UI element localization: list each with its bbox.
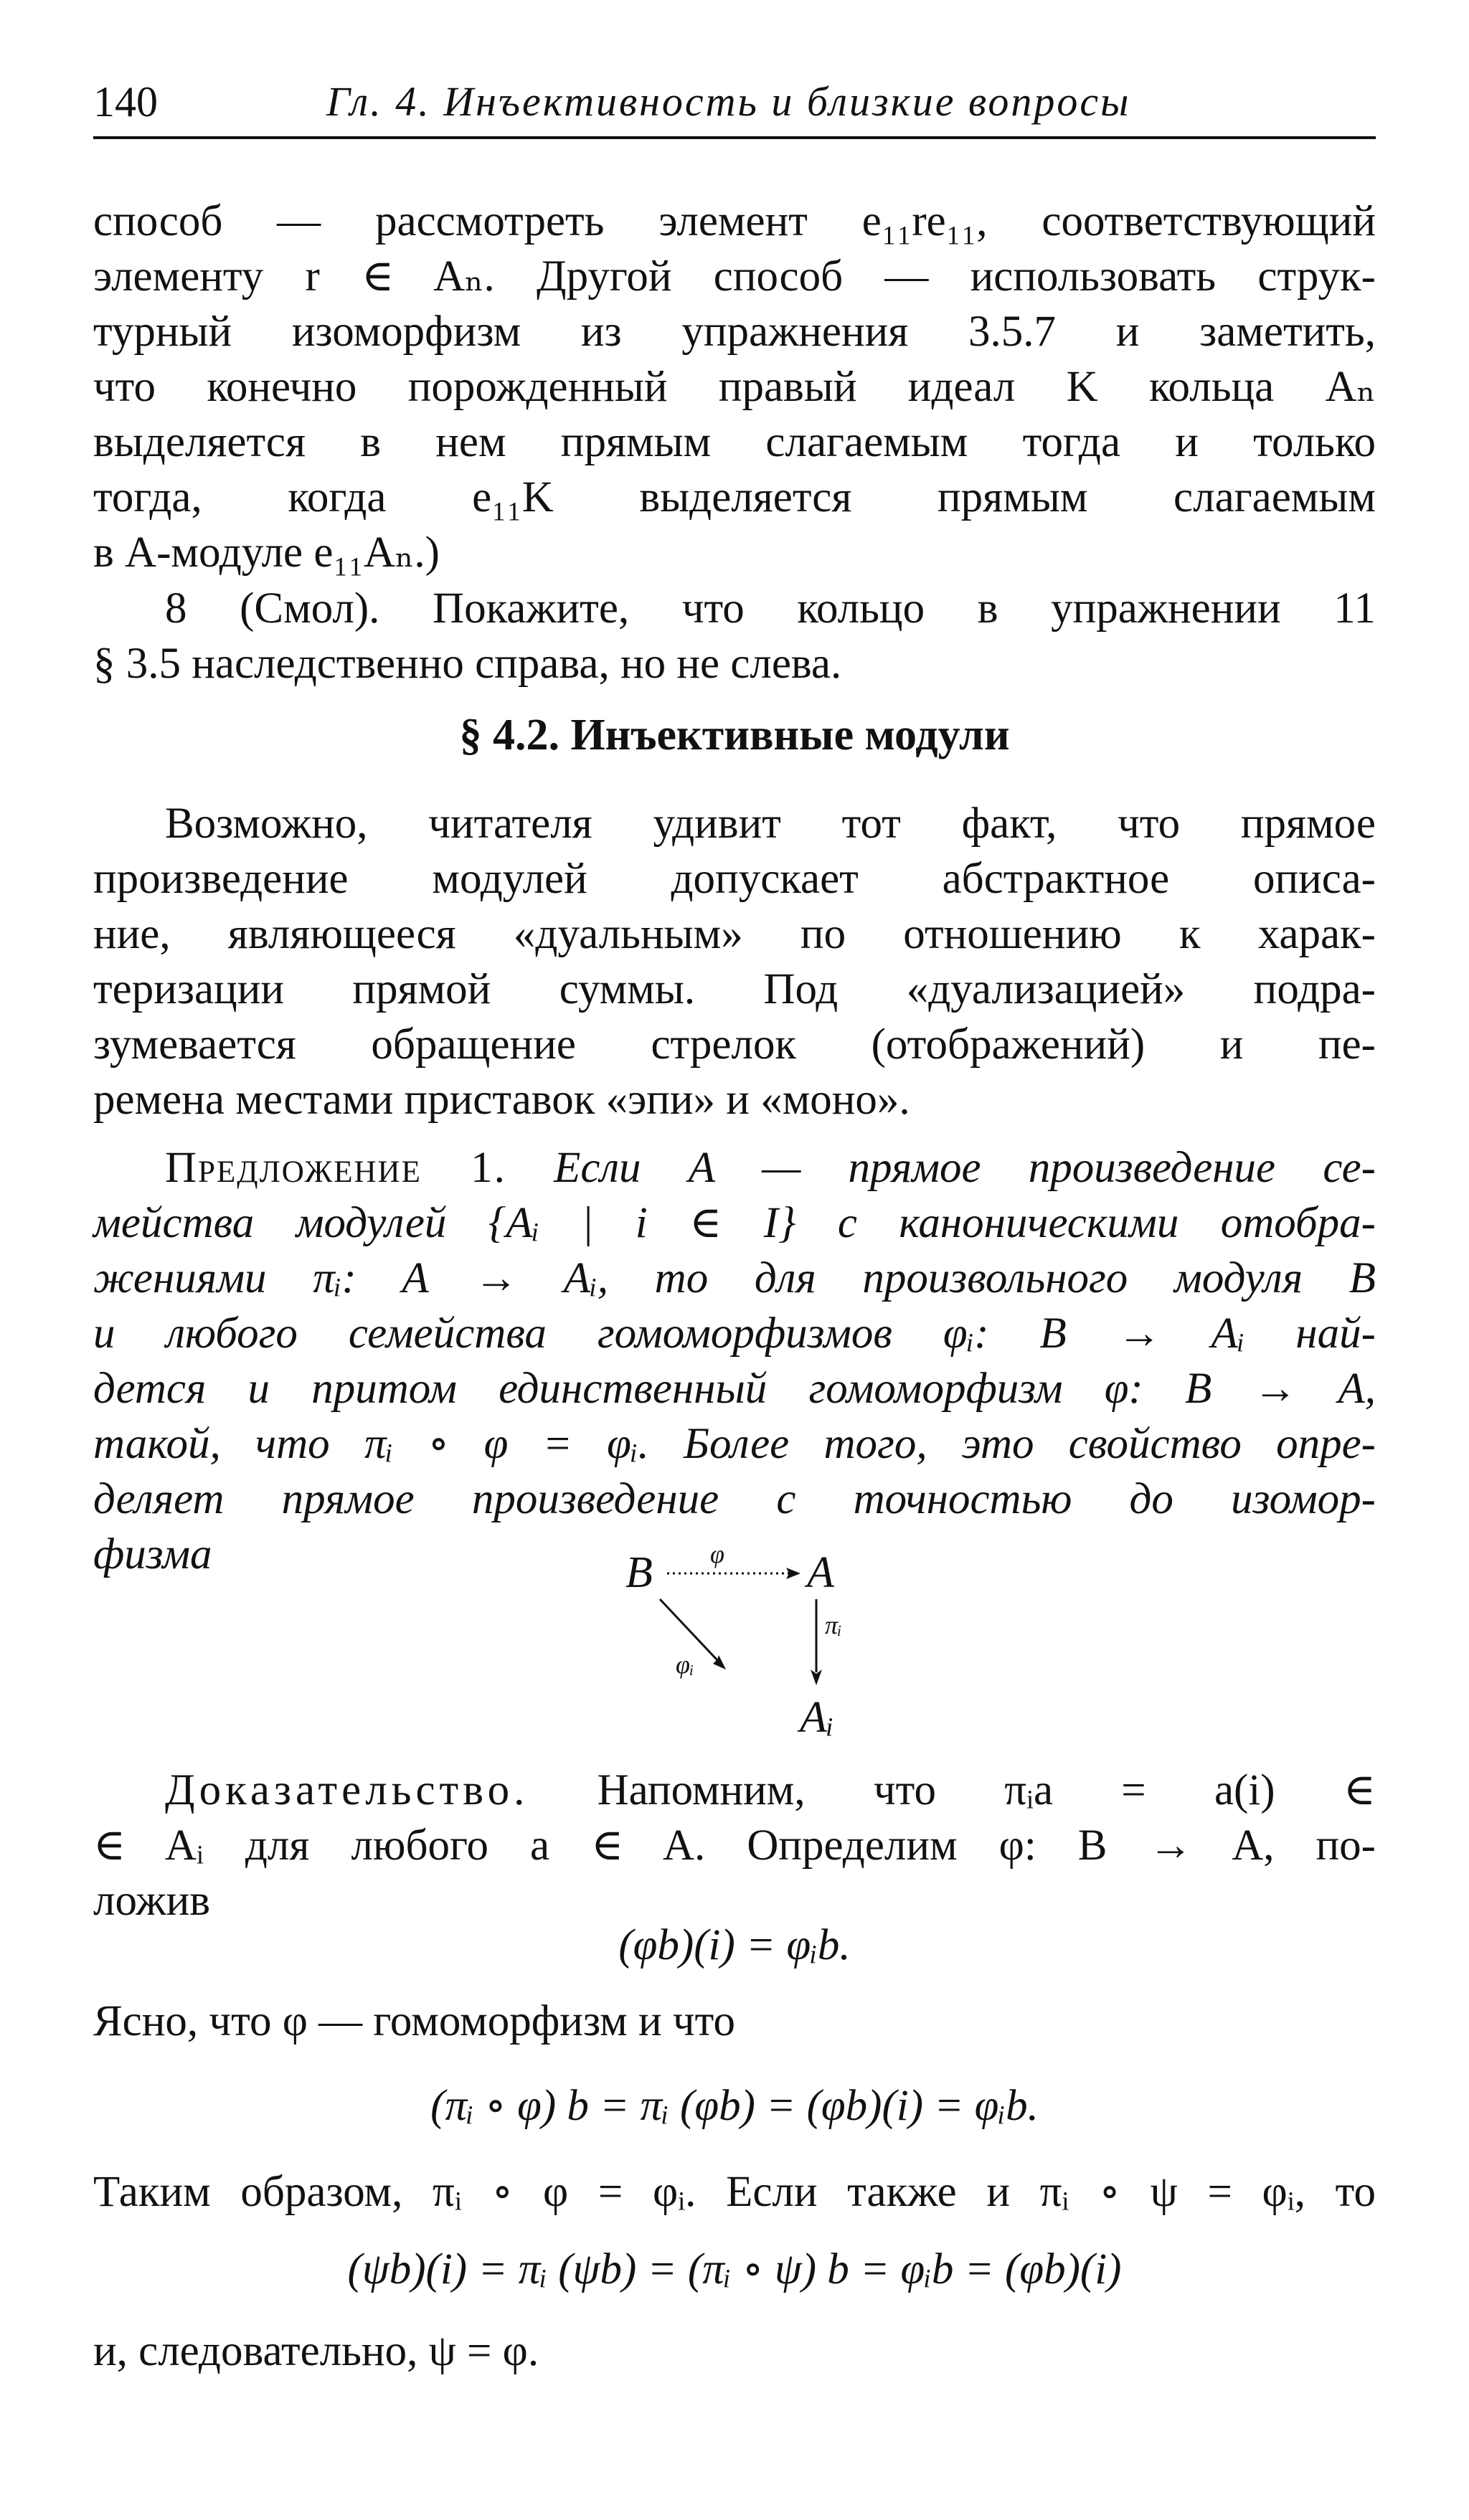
text-line: 8 (Смол). Покажите, что кольцо в упражнении 11: [165, 584, 1376, 633]
running-title: Гл. 4. Инъективность и близкие вопросы: [326, 78, 1131, 125]
diagram-arrows: [610, 1542, 897, 1757]
text-line: тогда, когда e₁₁K выделяется прямым слагаемым: [93, 473, 1376, 521]
proof-label: Доказательство.: [165, 1766, 529, 1814]
text-line: способ — рассмотреть элемент e₁₁re₁₁, соответствующий: [93, 197, 1376, 245]
text-line: теризации прямой суммы. Под «дуализацией» подра-: [93, 965, 1376, 1013]
text-line: дется и притом единственный гомоморфизм φ: B → A,: [93, 1365, 1376, 1413]
proposition-text: Если A — прямое произведение се-: [554, 1144, 1376, 1192]
text-line: произведение модулей допускает абстрактное описа-: [93, 855, 1376, 903]
text-line: жениями πᵢ: A → Aᵢ, то для произвольного модуля B: [93, 1254, 1376, 1302]
diagram-node-b: B: [625, 1548, 653, 1597]
proof-text: Напомним, что πᵢa = a(i) ∈: [597, 1766, 1376, 1814]
text-paragraph: [93, 1994, 1376, 2049]
text-line: ние, являющееся «дуальным» по отношению к харак-: [93, 910, 1376, 958]
diagram-node-ai: Aᵢ: [800, 1693, 834, 1742]
formula-uniqueness: (ψb)(i) = πᵢ (ψb) = (πᵢ ∘ ψ) b = φᵢb = (φb)(i): [347, 2245, 1122, 2293]
section-title: § 4.2. Инъективные модули: [459, 711, 1010, 759]
formula-composition: (πᵢ ∘ φ) b = πᵢ (φb) = (φb)(i) = φᵢb.: [430, 2082, 1039, 2130]
text-line: физма: [93, 1530, 212, 1578]
text-paragraph: [93, 2324, 1376, 2379]
text-line: [93, 1763, 1376, 1818]
text-line: и, следовательно, ψ = φ.: [93, 2327, 539, 2375]
proposition-block: [93, 1140, 1376, 1582]
text-line: [93, 1140, 1376, 1195]
arrow-phi-i: [660, 1599, 717, 1660]
text-line: деляет прямое произведение с точностью до изомор-: [93, 1475, 1376, 1523]
text-line: мейства модулей {Aᵢ | i ∈ I} с каноническими отобра-: [93, 1199, 1376, 1247]
paragraph-continuation: [93, 194, 1376, 580]
text-line: и любого семейства гомоморфизмов φᵢ: B → Aᵢ най-: [93, 1309, 1376, 1358]
exercise-paragraph: [93, 581, 1376, 691]
text-line: такой, что πᵢ ∘ φ = φᵢ. Более того, это свойство опре-: [93, 1420, 1376, 1468]
formula-definition: (φb)(i) = φᵢb.: [618, 1921, 851, 1969]
text-paragraph: [93, 2164, 1376, 2220]
text-line: зумевается обращение стрелок (отображений) и пе-: [93, 1020, 1376, 1069]
text-line: элементу r ∈ Aₙ. Другой способ — использовать струк-: [93, 252, 1376, 300]
text-line: § 3.5 наследственно справа, но не слева.: [93, 640, 842, 688]
text-line: в A-модуле e₁₁Aₙ.): [93, 529, 440, 577]
text-line: что конечно порожденный правый идеал K кольца Aₙ: [93, 363, 1376, 411]
proof-block: [93, 1763, 1376, 1928]
text-line: Ясно, что φ — гомоморфизм и что: [93, 1997, 735, 2045]
commutative-diagram: [610, 1542, 897, 1757]
intro-paragraph: [93, 796, 1376, 1127]
proposition-label: Предложение 1.: [165, 1144, 506, 1192]
text-line: выделяется в нем прямым слагаемым тогда и только: [93, 418, 1376, 466]
text-line: Таким образом, πᵢ ∘ φ = φᵢ. Если также и πᵢ ∘ ψ = φᵢ, то: [93, 2168, 1376, 2216]
pi-arrow-label: πᵢ: [825, 1611, 842, 1639]
page-number: 140: [93, 78, 158, 125]
page-header: [93, 77, 1384, 135]
text-line: ложив: [93, 1877, 211, 1925]
text-line: ремена местами приставок «эпи» и «моно».: [93, 1076, 910, 1124]
diagram-node-a: A: [807, 1548, 834, 1597]
header-rule: [93, 136, 1376, 139]
text-line: турный изоморфизм из упражнения 3.5.7 и заметить,: [93, 308, 1376, 356]
phi-arrow-label: φ: [710, 1540, 724, 1568]
text-line: Возможно, читателя удивит тот факт, что прямое: [165, 800, 1376, 848]
text-line: ∈ Aᵢ для любого a ∈ A. Определим φ: B → A, по-: [93, 1822, 1376, 1870]
phi-i-arrow-label: φᵢ: [676, 1650, 694, 1679]
